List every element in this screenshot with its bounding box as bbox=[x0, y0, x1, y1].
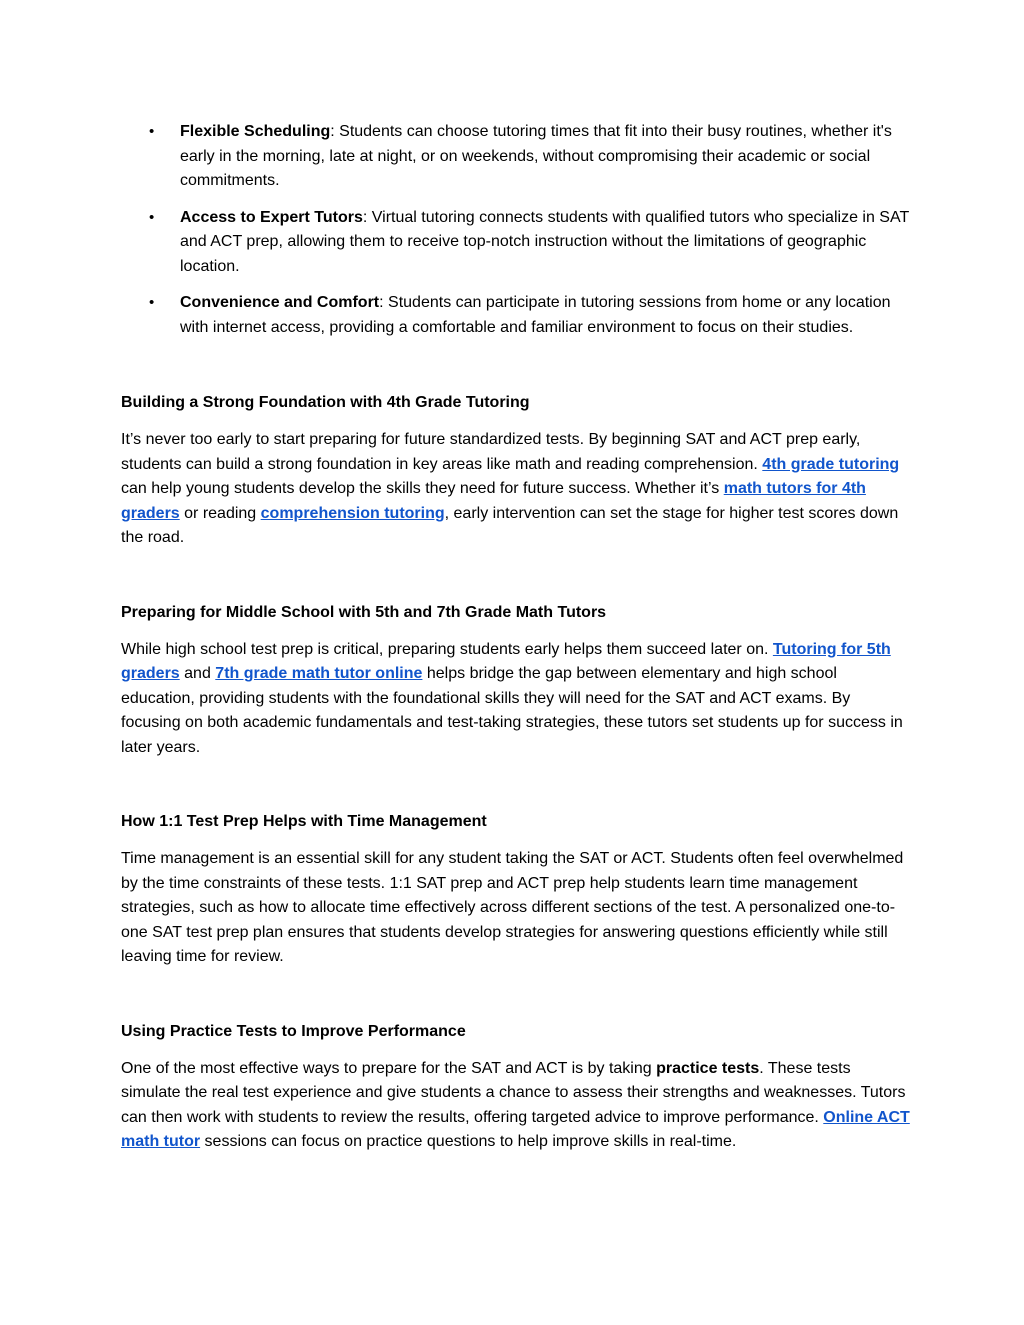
link-tutoring-5th-graders[interactable]: Tutoring for 5th graders bbox=[121, 640, 891, 682]
section-paragraph-time-management: Time management is an essential skill for any student taking the SAT or ACT. Students often feel overwhelmed by the time constraints of these tests. 1:1 SAT prep and ACT prep help students learn time management strategies, such as how to allocate time effectively across different sections of the test. A personalized one-to-one SAT test prep plan ensures that students develop strategies for answering questions efficiently while still leaving time for review. bbox=[121, 850, 904, 965]
paragraph-text: and bbox=[179, 665, 216, 682]
benefits-list bbox=[121, 120, 911, 340]
section-heading-middle-school: Preparing for Middle School with 5th and 7th Grade Math Tutors bbox=[121, 603, 607, 621]
section-paragraph-practice-tests bbox=[121, 1057, 911, 1155]
bullet-icon: • bbox=[149, 294, 155, 311]
bullet-title: Flexible Scheduling bbox=[180, 123, 331, 140]
section-heading-time-management: How 1:1 Test Prep Helps with Time Management bbox=[121, 813, 487, 830]
bullet-icon: • bbox=[149, 123, 155, 140]
bullet-title: Convenience and Comfort bbox=[180, 294, 380, 311]
section-paragraph-middle-school bbox=[121, 638, 911, 761]
paragraph-text: , early intervention can set the stage for higher test scores down the road. bbox=[121, 504, 899, 546]
paragraph-text: helps bridge the gap between elementary and high school education, providing students with the foundational skills they will need for the SAT and ACT exams. By focusing on both academic fundamentals and test-taking strategies, these tutors set students up for success in later years. bbox=[121, 665, 903, 756]
section-paragraph-4th-grade bbox=[121, 428, 911, 551]
bullet-text: : Virtual tutoring connects students with qualified tutors who specialize in SAT and ACT prep, allowing them to receive top-notch instruction without the limitations of geographic location. bbox=[180, 208, 909, 275]
paragraph-text: . These tests simulate the real test experience and give students a chance to assess their strengths and weaknesses. Tutors can then work with students to review the results, offering targeted advice to improve performance. bbox=[121, 1059, 906, 1126]
list-item bbox=[121, 291, 911, 340]
paragraph-text: It’s never too early to start preparing for future standardized tests. By beginning SAT and ACT prep early, students can build a strong foundation in key areas like math and reading comprehension. bbox=[121, 431, 861, 473]
bullet-icon: • bbox=[149, 208, 155, 226]
list-item bbox=[121, 206, 911, 280]
document-content bbox=[121, 120, 911, 1155]
bold-text: practice tests bbox=[656, 1059, 760, 1077]
link-7th-grade-math-tutor[interactable]: 7th grade math tutor online bbox=[215, 665, 423, 682]
link-online-act-math-tutor[interactable]: Online ACT math tutor bbox=[121, 1108, 910, 1150]
link-4th-grade-tutoring[interactable]: 4th grade tutoring bbox=[762, 455, 900, 473]
paragraph-text: sessions can focus on practice questions to help improve skills in real-time. bbox=[200, 1133, 737, 1150]
section-heading-practice-tests: Using Practice Tests to Improve Performance bbox=[121, 1022, 466, 1040]
link-math-tutors-4th-graders[interactable]: math tutors for 4th graders bbox=[121, 480, 866, 522]
paragraph-text: One of the most effective ways to prepare for the SAT and ACT is by taking bbox=[121, 1059, 657, 1077]
paragraph-text: While high school test prep is critical, preparing students early helps them succeed later on. bbox=[121, 640, 773, 658]
paragraph-text: or reading bbox=[179, 504, 261, 522]
section-heading-4th-grade: Building a Strong Foundation with 4th Grade Tutoring bbox=[121, 394, 530, 411]
bullet-text: : Students can choose tutoring times that fit into their busy routines, whether it's early in the morning, late at night, or on weekends, without compromising their academic or social commitments. bbox=[180, 123, 892, 189]
bullet-title: Access to Expert Tutors bbox=[180, 208, 363, 226]
bullet-text: : Students can participate in tutoring sessions from home or any location with internet access, providing a comfortable and familiar environment to focus on their studies. bbox=[180, 294, 891, 336]
link-comprehension-tutoring[interactable]: comprehension tutoring bbox=[260, 504, 445, 522]
paragraph-text: can help young students develop the skills they need for future success. Whether it’s bbox=[121, 480, 724, 497]
list-item bbox=[121, 120, 911, 194]
